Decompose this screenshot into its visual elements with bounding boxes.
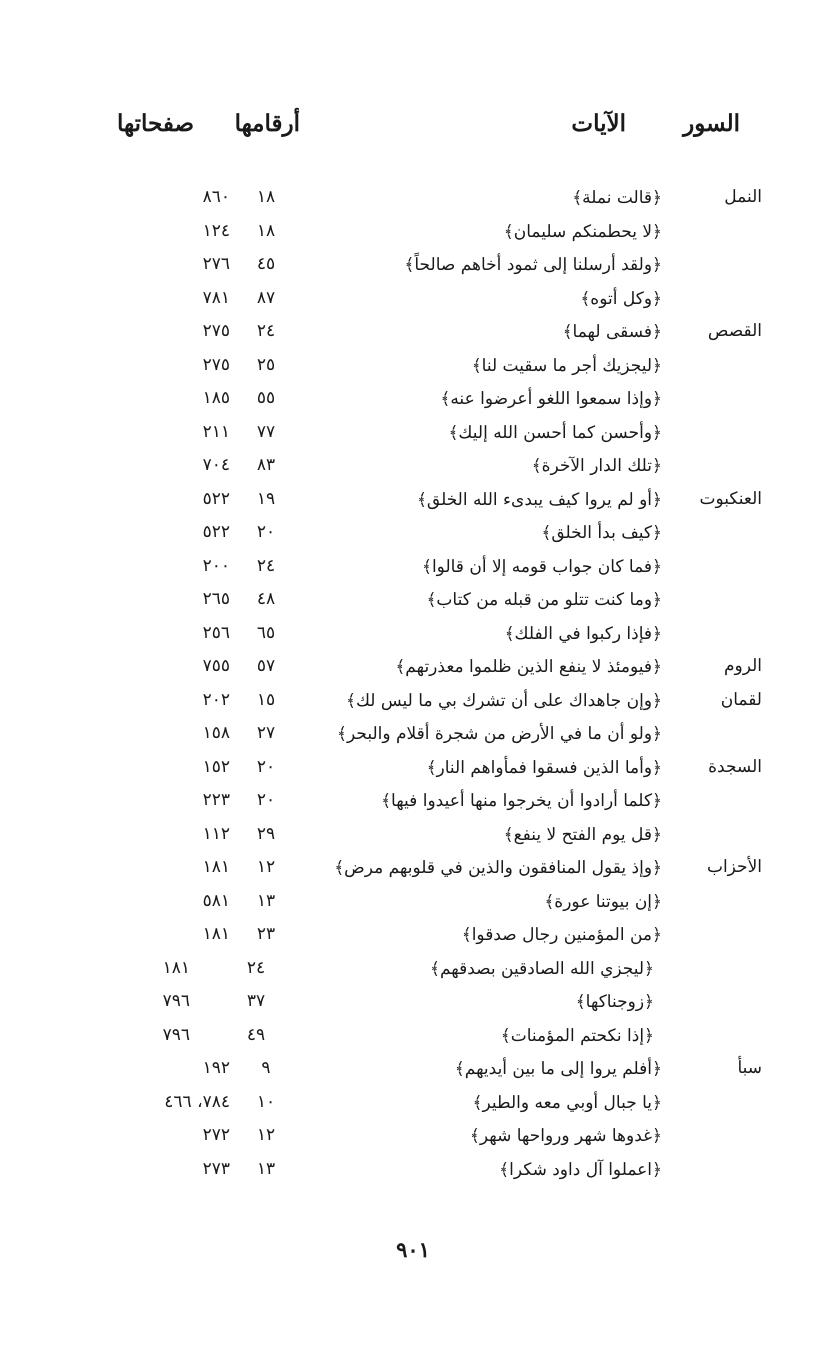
page-ref-cell: ٥٢٢ — [202, 522, 230, 542]
page-ref-cell: ١٥٢ — [202, 756, 230, 777]
table-row — [0, 384, 826, 418]
table-row — [0, 585, 826, 619]
page-ref-cell: ٨٦٠ — [202, 187, 230, 207]
ayah-cell: ﴿غدوها شهر ورواحها شهر﴾ — [469, 1126, 662, 1146]
table-row — [0, 351, 826, 385]
surah-cell: الأحزاب — [706, 857, 762, 877]
table-row — [0, 250, 826, 284]
header-pages: صفحاتها — [116, 110, 194, 137]
table-row — [0, 451, 826, 485]
surah-cell: الروم — [723, 656, 762, 676]
ayah-number-cell: ٧٧ — [256, 421, 276, 442]
ayah-cell: ﴿كلما أرادوا أن يخرجوا منها أعيدوا فيها﴾ — [381, 791, 662, 811]
page-ref-cell: ٢٥٦ — [202, 622, 230, 643]
table-row — [0, 686, 826, 720]
ayah-number-cell: ٢٠ — [256, 756, 276, 777]
ayah-cell: ﴿تلك الدار الآخرة﴾ — [531, 456, 662, 476]
table-row — [0, 1054, 826, 1088]
page-ref-cell: ٧٨٤، ٤٦٦ — [164, 1091, 230, 1112]
ayah-cell: ﴿ولو أن ما في الأرض من شجرة أقلام والبحر﴾ — [337, 724, 662, 744]
page-ref-cell: ٧٩٦ — [162, 1024, 190, 1045]
page-ref-cell: ٢٧٥ — [202, 354, 230, 375]
page-ref-cell: ١٨٥ — [202, 388, 230, 408]
ayah-number-cell: ١٣ — [256, 890, 276, 911]
ayah-number-cell: ٤٥ — [256, 254, 276, 274]
ayah-cell: ﴿إذا نكحتم المؤمنات﴾ — [500, 1025, 654, 1046]
ayah-number-cell: ٥٧ — [256, 656, 276, 676]
ayah-cell: ﴿وأما الذين فسقوا فمأواهم النار﴾ — [426, 757, 662, 778]
ayah-cell: ﴿قل يوم الفتح لا ينفع﴾ — [503, 824, 662, 845]
ayah-number-cell: ١٨ — [256, 187, 276, 207]
ayah-cell: ﴿وكل أتوه﴾ — [580, 288, 662, 309]
ayah-number-cell: ٢٥ — [256, 354, 276, 375]
header-ayat: الآيات — [571, 110, 626, 137]
ayah-number-cell: ٢٤ — [246, 957, 266, 978]
ayah-number-cell: ١٢ — [256, 1125, 276, 1145]
ayah-cell: ﴿أفلم يروا إلى ما بين أيديهم﴾ — [454, 1059, 662, 1079]
page-ref-cell: ١٨١ — [202, 924, 230, 944]
page-ref-cell: ٧٩٦ — [162, 991, 190, 1011]
page-ref-cell: ٧٥٥ — [202, 656, 230, 676]
ayah-number-cell: ١٩ — [256, 488, 276, 509]
ayah-cell: ﴿وإن جاهداك على أن تشرك بي ما ليس لك﴾ — [346, 690, 662, 711]
ayah-number-cell: ١٣ — [256, 1158, 276, 1179]
page-ref-cell: ١٨١ — [202, 857, 230, 877]
ayah-number-cell: ٣٧ — [246, 991, 266, 1011]
table-row — [0, 183, 826, 217]
page-ref-cell: ٧٨١ — [202, 287, 230, 308]
surah-cell: القصص — [707, 321, 762, 341]
page-number: ٩٠١ — [396, 1237, 430, 1262]
ayah-cell: ﴿فيومئذ لا ينفع الذين ظلموا معذرتهم﴾ — [395, 657, 662, 677]
ayah-cell: ﴿ولقد أرسلنا إلى ثمود أخاهم صالحاً﴾ — [404, 255, 662, 275]
ayah-cell: ﴿فإذا ركبوا في الفلك﴾ — [504, 623, 662, 644]
table-row — [0, 853, 826, 887]
ayah-cell: ﴿إن بيوتنا عورة﴾ — [544, 891, 662, 912]
page-ref-cell: ٢٠٢ — [202, 689, 230, 710]
table-row — [0, 317, 826, 351]
header-surah: السور — [683, 110, 740, 137]
ayah-number-cell: ٥٥ — [256, 388, 276, 408]
page-ref-cell: ١١٢ — [202, 823, 230, 844]
page-ref-cell: ١٥٨ — [202, 723, 230, 743]
page-ref-cell: ٢٧٥ — [202, 321, 230, 341]
ayah-number-cell: ٢٠ — [256, 790, 276, 810]
table-row — [0, 518, 826, 552]
page-ref-cell: ٢٧٦ — [202, 254, 230, 274]
header-numbers: أرقامها — [234, 110, 300, 137]
ayah-number-cell: ٢٤ — [256, 321, 276, 341]
table-row — [0, 987, 826, 1021]
ayah-cell: ﴿أو لم يروا كيف يبدىء الله الخلق﴾ — [416, 489, 662, 510]
ayah-cell: ﴿وإذا سمعوا اللغو أعرضوا عنه﴾ — [440, 389, 662, 409]
ayah-number-cell: ٨٣ — [256, 455, 276, 475]
surah-cell: السجدة — [708, 756, 762, 777]
page-ref-cell: ٥٢٢ — [202, 488, 230, 509]
table-row — [0, 1088, 826, 1122]
ayah-cell: ﴿لا يحطمنكم سليمان﴾ — [503, 221, 662, 242]
ayah-cell: ﴿وما كنت تتلو من قبله من كتاب﴾ — [426, 590, 662, 610]
ayah-number-cell: ٦٥ — [256, 622, 276, 643]
page-ref-cell: ٢٢٣ — [202, 790, 230, 810]
surah-cell: سبأ — [737, 1058, 762, 1078]
ayah-number-cell: ١٠ — [256, 1091, 276, 1112]
page-ref-cell: ٢٧٣ — [202, 1158, 230, 1179]
ayah-number-cell: ٤٩ — [246, 1024, 266, 1045]
ayah-number-cell: ٩ — [261, 1058, 271, 1078]
page-ref-cell: ١٢٤ — [202, 220, 230, 241]
table-row — [0, 217, 826, 251]
surah-cell: النمل — [724, 187, 762, 207]
surah-cell: العنكبوت — [699, 488, 762, 509]
ayah-number-cell: ٢٠ — [256, 522, 276, 542]
ayah-cell: ﴿زوجناكها﴾ — [575, 992, 654, 1012]
ayah-cell: ﴿اعملوا آل داود شكرا﴾ — [499, 1159, 662, 1180]
table-row — [0, 418, 826, 452]
ayah-cell: ﴿ليجزيك أجر ما سقيت لنا﴾ — [471, 355, 662, 376]
page-ref-cell: ١٨١ — [162, 957, 190, 978]
ayah-cell: ﴿فسقى لهما﴾ — [562, 322, 662, 342]
table-row — [0, 485, 826, 519]
ayah-cell: ﴿وأحسن كما أحسن الله إليك﴾ — [448, 422, 662, 443]
table-row — [0, 820, 826, 854]
index-table — [0, 183, 826, 1188]
page-ref-cell: ٢٠٠ — [202, 555, 230, 576]
table-row — [0, 920, 826, 954]
page-ref-cell: ٢٧٢ — [202, 1125, 230, 1145]
table-row — [0, 954, 826, 988]
ayah-number-cell: ٢٤ — [256, 555, 276, 576]
table-row — [0, 786, 826, 820]
ayah-number-cell: ٤٨ — [256, 589, 276, 609]
page-ref-cell: ٥٨١ — [202, 890, 230, 911]
page-ref-cell: ٢٦٥ — [202, 589, 230, 609]
table-row — [0, 284, 826, 318]
page-ref-cell: ٢١١ — [202, 421, 230, 442]
ayah-number-cell: ٢٩ — [256, 823, 276, 844]
ayah-number-cell: ١٥ — [256, 689, 276, 710]
table-row — [0, 652, 826, 686]
ayah-cell: ﴿فما كان جواب قومه إلا أن قالوا﴾ — [421, 556, 662, 577]
table-row — [0, 753, 826, 787]
ayah-cell: ﴿وإذ يقول المنافقون والذين في قلوبهم مرض﴾ — [334, 858, 662, 878]
ayah-number-cell: ٢٧ — [256, 723, 276, 743]
ayah-number-cell: ١٢ — [256, 857, 276, 877]
page-ref-cell: ٧٠٤ — [202, 455, 230, 475]
ayah-number-cell: ٨٧ — [256, 287, 276, 308]
table-row — [0, 1155, 826, 1189]
ayah-number-cell: ٢٣ — [256, 924, 276, 944]
table-row — [0, 552, 826, 586]
ayah-cell: ﴿من المؤمنين رجال صدقوا﴾ — [461, 925, 662, 945]
page-ref-cell: ١٩٢ — [202, 1058, 230, 1078]
ayah-number-cell: ١٨ — [256, 220, 276, 241]
table-row — [0, 719, 826, 753]
ayah-cell: ﴿قالت نملة﴾ — [572, 188, 662, 208]
table-row — [0, 1021, 826, 1055]
table-row — [0, 1121, 826, 1155]
table-row — [0, 887, 826, 921]
ayah-cell: ﴿يا جبال أوبي معه والطير﴾ — [472, 1092, 662, 1113]
ayah-cell: ﴿ليجزي الله الصادقين بصدقهم﴾ — [429, 958, 654, 979]
table-row — [0, 619, 826, 653]
ayah-cell: ﴿كيف بدأ الخلق﴾ — [541, 523, 662, 543]
surah-cell: لقمان — [720, 689, 762, 710]
